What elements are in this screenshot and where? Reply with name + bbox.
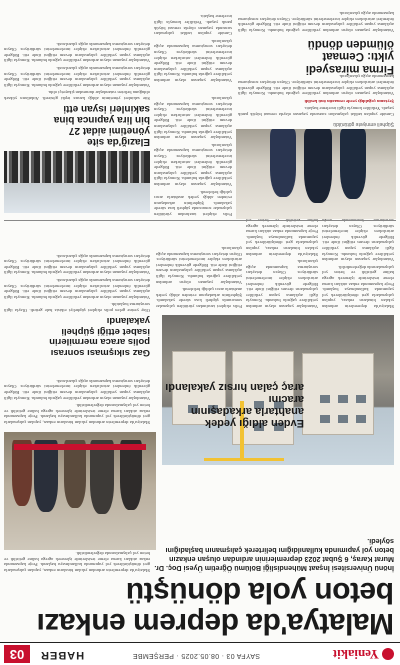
newspaper-logo	[333, 646, 394, 662]
text-column-firma-3: Vatandaşlar yaşanan olayın ardından yetkililere çağrıda bulundu. Konuyla ilgili açıklama yapan yetkililer çalışmaların devam ettiğini ifade etti. Bölgede güvenlik önlemleri artırılırken ekipler incelemelerini sürdürüyor. Olayın detayları soruşturma kapsamında açığa çıkarılacak.	[238, 11, 394, 33]
date-line: SAYFA 03 · 08.05.2025 · PERŞEMBE	[132, 652, 260, 659]
text-column-2: Vatandaşlar yaşanan olayın ardından yetkililere çağrıda bulundu. Konuyla ilgili açıklama yapan yetkililer çalışmaların devam ettiğini ifade etti. Bölgede güvenlik önlemleri artırılırken ekipler incelemelerini sürdürüyor. Olayın detayları soruşturma kapsamında açığa çıkarılacak. Malatya'da depremlerin ardından yıkılan binaların enkazı, yapılan çalışmalarla geri dönüştürülerek yol yapımında kullanılmaya başlandı. Proje kapsamında enkaz atıkları kırma eleme tesislerinde işlenerek agrega	[246, 223, 318, 309]
text-column-right-1: Malatya'da depremlerin ardından yıkılan binaların enkazı, yapılan çalışmalarla geri dönüştürülerek yol yapımında kullanılmaya başlandı. Proje kapsamında enkaz atıkları kırma eleme tesislerinde işlenerek agrega haline getirildi ve beton yol çalışmalarında değerlendirildi. Vatandaşlar yaşanan olayın ardından yetkililere çağrıda bulundu. Konuyla ilgili açıklama yapan yetkililer çalışmaların devam ettiğini ifade etti. Bölgede güvenlik önlemleri artırılırken ekipler incelemelerini sürdürüyor. Olayın detayları soruşturma kapsamında açığa çıkarılacak.	[4, 378, 150, 425]
logo-icon	[382, 648, 394, 660]
text-column-bottom-center: Polis ekipleri tarafından yürütülen çalışmalar sonucunda şüpheli kısa sürede yakalandı. Şüphelinin arkadaşının evinden aldığı yedek anahtarla aracı çaldığı belirlendi. Vatandaşlar yaşanan olayın ardından yetkililere çağrıda bulundu. Konuyla ilgili açıklama yapan yetkililer çalışmaların devam ettiğini ifade etti. Bölgede güvenlik önlemleri artırılırken ekipler incelemelerini sürdürüyor. Olayın detayları soruşturma kapsamında açığa çıkarılacak. Vatandaşlar yaşanan olayın ardından yetkililere çağrıda bulundu. Konuyla ilgili açıklama yapan yetkililer çalışmaların devam ettiğini ifade etti. Bölgede güvenlik önlemleri artırılırken ekipler incelemelerini sürdürüyor. Olayın detayları soruşturma kapsamında açığa çıkarılacak.	[154, 96, 232, 217]
text-column-3: Polis ekipleri tarafından yürütülen çalışmalar sonucunda şüpheli kısa sürede yakalandı. Şüphelinin arkadaşının evinden aldığı yedek anahtarla aracı çaldığı belirlendi. Vatandaşlar yaşanan olayın ardından yetkililere çağrıda bulundu. Konuyla ilgili açıklama yapan yetkililer çalışmaların devam ettiğini ifade etti. Bölgede güvenlik önlemleri artırılırken ekipler incelemelerini sürdürüyor. Olayın detayları soruşturma kapsamında açığa çıkarılacak.	[156, 246, 242, 309]
main-headline	[4, 577, 394, 639]
section-tag: HABER	[40, 649, 85, 661]
ceremony-photo	[4, 432, 156, 550]
firma-story-headline: Firma mirasyedi yıktı: Cemaat ölümden döndü	[305, 38, 394, 75]
text-column-firma: Camide yapılan tadilat çalışmaları sırasında yaşanan olayda cemaat büyük panik yaşadı. Yetkililer konuyla ilgili inceleme başlattı. Şeytanın çoğaldığı yerde cemaatin önü kesildi Vatandaşlar yaşanan olayın ardından yetkililere çağrıda bulundu. Konuyla ilgili açıklama yapan yetkililer çalışmaların devam ettiğini ifade etti. Bölgede güvenlik önlemleri artırılırken ekipler incelemelerini sürdürüyor. Olayın detayları soruşturma kapsamında açığa çıkarılacak.	[238, 74, 394, 117]
elazig-story-headline: Elazığ'da site yönetimi aidat 27 bin lira yapınca bina sakinleri isyan etti	[53, 103, 150, 147]
main-deck: İnönü Üniversitesi İnşaat Mühendisliği Bölümü Öğretim Üyesi Doç. Dr. Murat Karaş, 6 Şubat 2023 depremlerinin ardından oluşan enkazın beton yol yapımında kullanıldığını belirterek çalışmanın başladığını söyledi.	[154, 537, 394, 573]
headline-line-2: beton yola dönüştü	[126, 576, 394, 609]
right-mid-story-headline: Gaz sıkışması sonrası polis araca mermilerin isabet ettiği şüpheli yakalandı	[49, 315, 150, 358]
page-number: 03	[4, 645, 30, 663]
masthead	[0, 642, 400, 665]
police-photo-caption: Şüpheli emniyete götürüldü	[333, 121, 394, 127]
text-column-1: Malatya'da depremlerin ardından yıkılan binaların enkazı, yapılan çalışmalarla geri dönüştürülerek yol yapımında kullanılmaya başlandı. Proje kapsamında enkaz atıkları kırma eleme tesislerinde işlenerek agrega haline getirildi ve beton yol çalışmalarında değerlendirildi. Vatandaşlar yaşanan olayın ardından yetkililere çağrıda bulundu. Konuyla ilgili açıklama yapan yetkililer çalışmaların devam ettiğini ifade etti. Bölgede güvenlik önlemleri artırılırken ekipler incelemelerini sürdürüyor. Olayın detayları	[322, 223, 394, 309]
group-photo	[4, 151, 150, 213]
divider	[4, 220, 396, 221]
center-story-headline: Evden aldığı yedek anahtarla arkadaşının aracını araç çalan hırsız yakalandı	[165, 381, 304, 429]
logo-text: Yeniakit	[332, 647, 379, 662]
headline-line-1: Malatya'da deprem enkazı	[37, 607, 394, 640]
main-body-text: Malatya'da depremlerin ardından yıkılan binaların enkazı, yapılan çalışmalarla geri dönüştürülerek yol yapımında kullanılmaya başlandı. Proje kapsamında enkaz atıkları kırma eleme tesislerinde işlenerek agrega haline getirildi ve beton yol çalışmalarında değerlendirildi.	[4, 551, 150, 573]
main-body-intro	[4, 553, 150, 573]
police-photo	[236, 129, 396, 219]
text-column-firma-2: Vatandaşlar yaşanan olayın ardından yetkililere çağrıda bulundu. Konuyla ilgili açıklama yapan yetkililer çalışmaların devam ettiğini ifade etti. Bölgede güvenlik önlemleri artırılırken ekipler incelemelerini sürdürüyor. Olayın detayları soruşturma kapsamında açığa çıkarılacak. Camide yapılan tadilat çalışmaları sırasında yaşanan olayda cemaat büyük panik yaşadı. Yetkililer konuyla ilgili inceleme başlattı.	[154, 14, 232, 83]
text-column-right-2: Olay yerine gelen polis ekipleri şüpheliyi etkisiz hale getirdi. Olayla ilgili soruşturma başlatıldı. Vatandaşlar yaşanan olayın ardından yetkililere çağrıda bulundu. Konuyla ilgili açıklama yapan yetkililer çalışmaların devam ettiğini ifade etti. Bölgede güvenlik önlemleri artırılırken ekipler incelemelerini sürdürüyor. Olayın detayları soruşturma kapsamında açığa çıkarılacak. Vatandaşlar yaşanan olayın ardından yetkililere çağrıda bulundu. Konuyla ilgili açıklama yapan yetkililer çalışmaların devam ettiğini ifade etti. Bölgede güvenlik önlemleri artırılırken ekipler incelemelerini sürdürüyor. Olayın detayları soruşturma kapsamında açığa çıkarılacak.	[4, 253, 150, 313]
text-column-elazig: Site sakinleri yönetimin aldığı karara tepki gösterdi. Aidatların yüksek olduğunu belirten vatandaşlar durumdan şikayetçi oldu. Vatandaşlar yaşanan olayın ardından yetkililere çağrıda bulundu. Konuyla ilgili açıklama yapan yetkililer çalışmaların devam ettiğini ifade etti. Bölgede güvenlik önlemleri artırılırken ekipler incelemelerini sürdürüyor. Olayın detayları soruşturma kapsamında açığa çıkarılacak. Vatandaşlar yaşanan olayın ardından yetkililere çağrıda bulundu. Konuyla ilgili açıklama yapan yetkililer çalışmaların devam ettiğini ifade etti. Bölgede güvenlik önlemleri artırılırken ekipler incelemelerini sürdürüyor. Olayın detayları soruşturma kapsamında açığa çıkarılacak.	[4, 41, 150, 101]
